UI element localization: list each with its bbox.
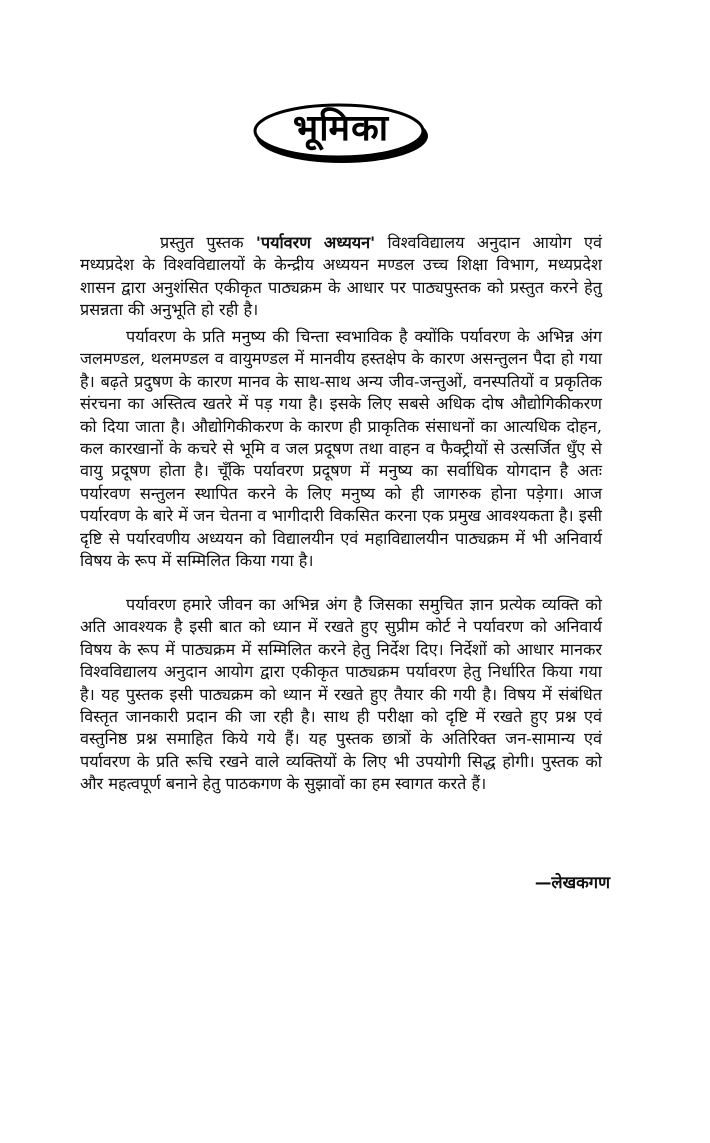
paragraph-intro xyxy=(80,232,602,322)
author-signature: —लेखकगण xyxy=(534,873,610,892)
paragraph-environment-concern-text: पर्यावरण के प्रति मनुष्य की चिन्ता स्वभाविक है क्योंकि पर्यावरण के अभिन्न अंग जलमण्डल, थलमण्डल व वायुमण्डल में मानवीय हस्तक्षेप के कारण असन्तुलन पैदा हो गया है। बढ़ते प्रदुषण के कारण मानव के साथ-साथ अन्य जीव-जन्तुओं, वनस्पतियों व प्रकृतिक संरचना का अस्तित्व खतरे में पड़ गया है। इसके लिए सबसे अधिक दोष औद्योगिकीकरण को दिया जाता है। औद्योगिकीकरण के कारण ही प्राकृतिक संसाधनों का आत्यधिक दोहन, कल कारखानों के कचरे से भूमि व जल प्रदूषण तथा वाहन व फैक्ट्रीयों से उत्सर्जित धुँए से वायु प्रदूषण होता है। चूँकि पर्यावरण प्रदूषण में मनुष्य का सर्वाधिक योगदान है अतः पर्यारवण सन्तुलन स्थापित करने के लिए मनुष्य को ही जागरुक होना पड़ेगा। आज पर्यारवण के बारे में जन चेतना व भागीदारी विकसित करना एक प्रमुख आवश्यकता है। इसी दृष्टि से पर्यारवणीय अध्ययन को विद्यालयीन एवं महाविद्यालयीन पाठ्यक्रम में भी अनिवार्य विषय के रूप में सम्मिलित किया गया है। xyxy=(80,327,602,571)
paragraph-intro-rest: विश्वविद्यालय अनुदान आयोग एवं मध्यप्रदेश के विश्वविद्यालयों के केन्द्रीय अध्ययन मण्डल उच्च शिक्षा विभाग, मध्यप्रदेश शासन द्वारा अनुशंसित एकीकृत पाठ्यक्रम के आधार पर पाठ्यपुस्तक को प्रस्तुत करने हेतु प्रसन्नता की अनुभूति हो रही है। xyxy=(80,233,602,320)
paragraph-environment-concern xyxy=(80,326,602,572)
book-title-mention: 'पर्यावरण अध्ययन' xyxy=(255,233,376,252)
paragraph-book-purpose-text: पर्यावरण हमारे जीवन का अभिन्न अंग है जिसका समुचित ज्ञान प्रत्येक व्यक्ति को अति आवश्यक है इसी बात को ध्यान में रखते हुए सुप्रीम कोर्ट ने पर्यावरण को अनिवार्य विषय के रूप में पाठ्यक्रम में सम्मिलित करने हेतु निर्देश दिए। निर्देशों को आधार मानकर विश्वविद्यालय अनुदान आयोग द्वारा एकीकृत पाठ्यक्रम पर्यावरण हेतु निर्धारित किया गया है। यह पुस्तक इसी पाठ्यक्रम को ध्यान में रखते हुए तैयार की गयी है। विषय में संबंधित विस्तृत जानकारी प्रदान की जा रही है। साथ ही परीक्षा को दृष्टि में रखते हुए प्रश्न एवं वस्तुनिष्ठ प्रश्न समाहित किये गये हैं। यह पुस्तक छात्रों के अतिरिक्त जन-सामान्य एवं पर्यावरण के प्रति रूचि रखने वाले व्यक्तियों के लिए भी उपयोगी सिद्ध होगी। पुस्तक को और महत्वपूर्ण बनाने हेतु पाठकगण के सुझावों का हम स्वागत करते हैं। xyxy=(80,595,602,794)
paragraph-intro-lead: प्रस्तुत पुस्तक xyxy=(160,233,256,252)
paragraph-book-purpose xyxy=(80,594,602,796)
title-banner xyxy=(250,100,432,166)
page-title: भूमिका xyxy=(292,108,390,149)
